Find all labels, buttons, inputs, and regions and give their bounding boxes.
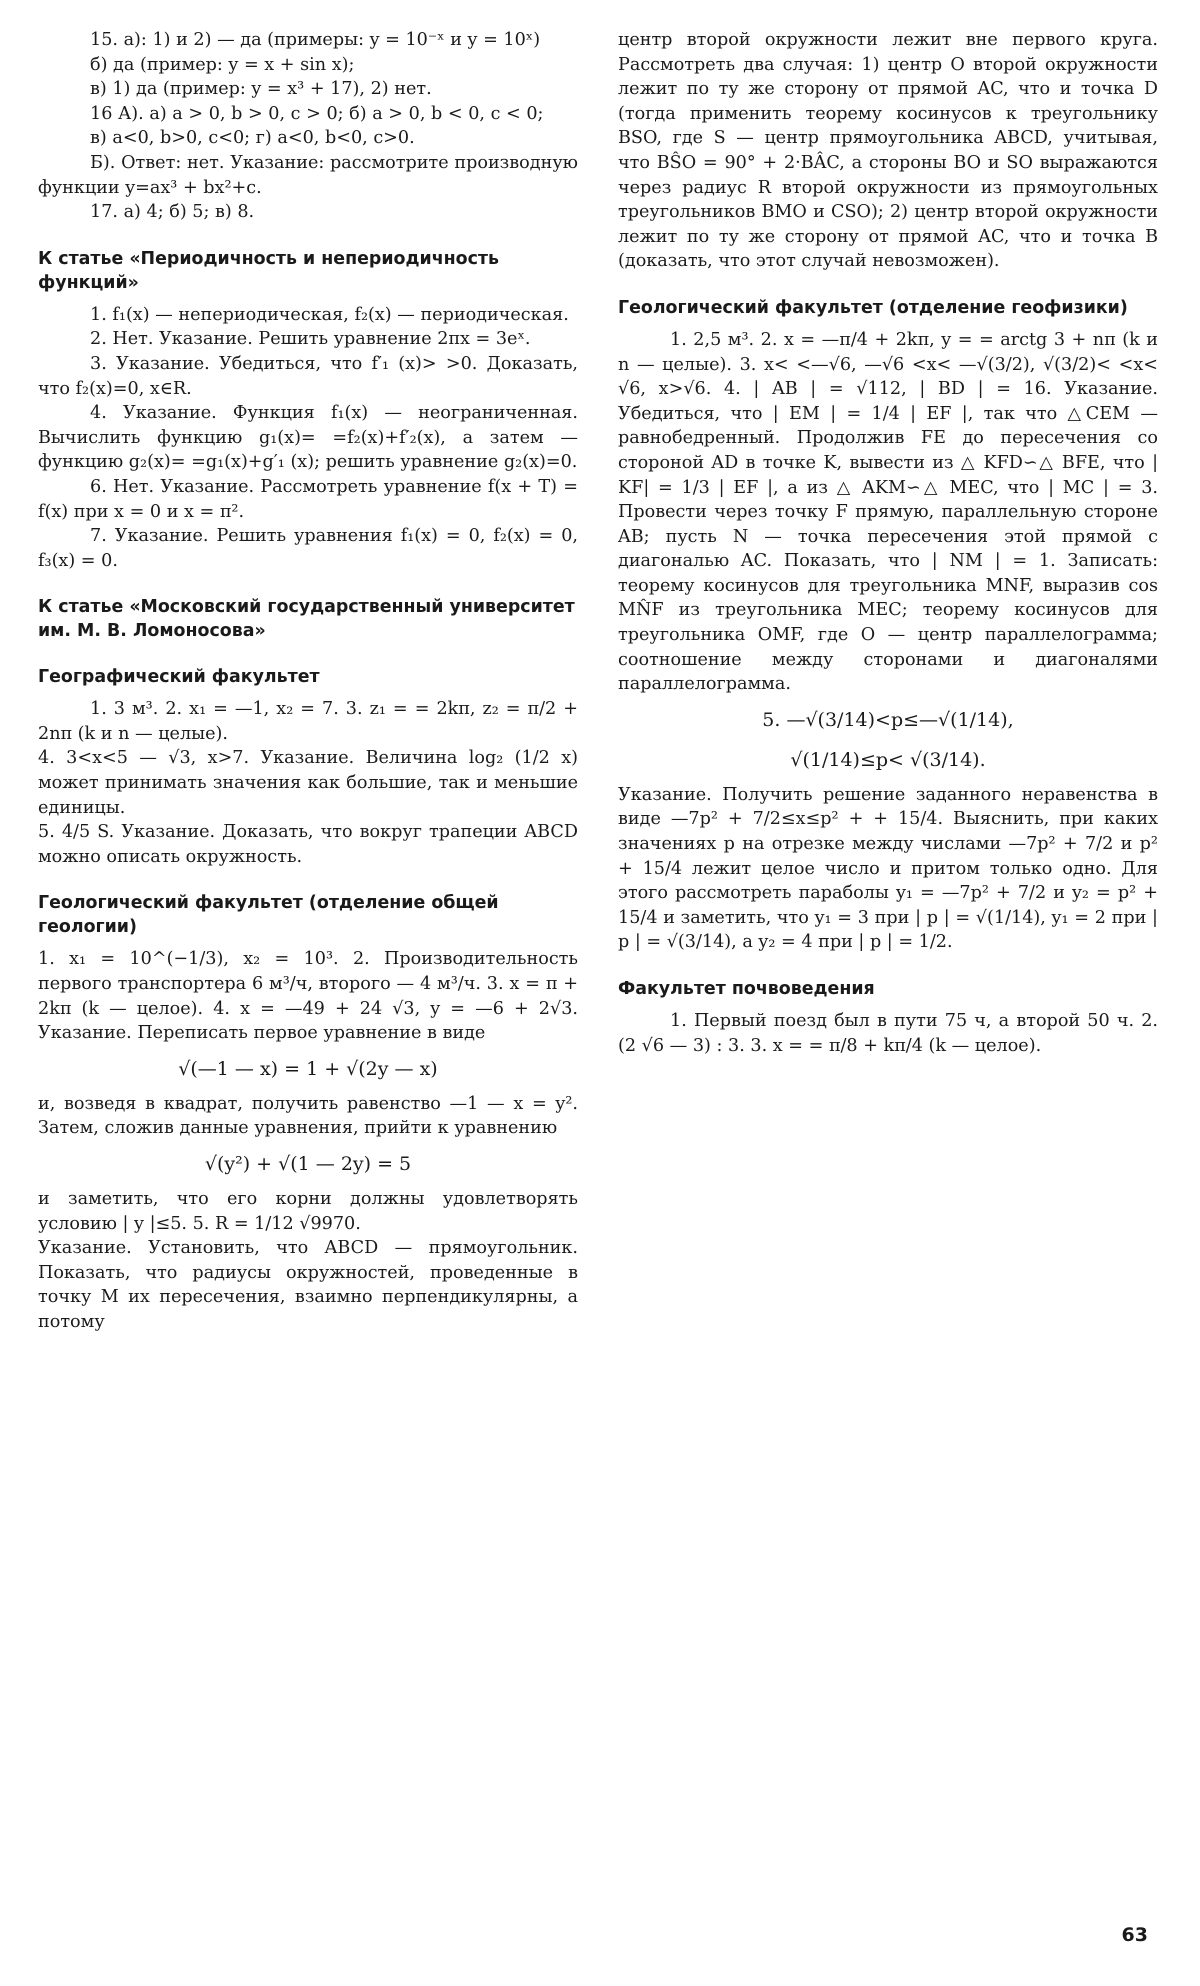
paragraph: 3. Указание. Убедиться, что f′₁ (x)> >0. Доказать, что f₂(x)=0, x∈R. — [38, 353, 578, 399]
paragraph: 17. а) 4; б) 5; в) 8. — [90, 202, 255, 223]
section-heading: Факультет почвоведения — [618, 979, 875, 999]
paragraph: и заметить, что его корни должны удовлетворять условию | y |≤5. 5. R = 1/12 √9970. — [38, 1189, 578, 1234]
paragraph: и, возведя в квадрат, получить равенство —1 — x = y². Затем, сложив данные уравнения, прийти к уравнению — [38, 1093, 578, 1139]
paragraph: 1. Первый поезд был в пути 75 ч, а второй 50 ч. 2. (2 √6 — 3) : 3. 3. x = = π/8 + kπ/4 (k — целое). — [618, 1011, 1158, 1056]
paragraph: Указание. Получить решение заданного неравенства в виде —7p² + 7/2≤x≤p² + + 15/4. Выяснить, при каких значениях p на отрезке между числами —7p² + 7/2 и p² + 15/4 лежит целое число и притом только одно. Для этого рассмотреть параболы y₁ = —7p² + 7/2 и y₂ = p² + 15/4 и заметить, что y₁ = 3 при | p | = √(1/14), y₁ = 2 при | p | = √(3/14), а y₂ = 4 при | p | = 1/2. — [618, 784, 1158, 953]
right-column — [618, 28, 1158, 1058]
paragraph: центр второй окружности лежит вне первого круга. Рассмотреть два случая: 1) центр O второй окружности лежит по ту же сторону от прямой AC, что и точка D (тогда применить теорему косинусов к треугольнику BSO, где S — центр прямоугольника ABCD, учитывая, что BŜO = 90° + 2·BÂC, а стороны BO и SO выражаются через радиус R второй окружности из прямоугольных треугольников BMO и CSO); 2) центр второй окружности лежит по ту же сторону от прямой AC, что и точка B (доказать, что этот случай невозможен). — [618, 30, 1158, 272]
paragraph: 16 А). а) a > 0, b > 0, c > 0; б) a > 0, b < 0, c < 0; — [90, 103, 544, 124]
paragraph: 1. 2,5 м³. 2. x = —π/4 + 2kπ, y = = arctg 3 + nπ (k и n — целые). 3. x< <—√6, —√6 <x< —√(3/2), √(3/2)< <x< √6, x>√6. 4. | AB | = √112, | BD | = 16. Указание. Убедиться, что | EM | = 1/4 | EF |, так что △CEM — равнобедренный. Продолжив FE до пересечения со стороной AD в точке K, вывести из △ KFD∽△ BFE, что | KF| = 1/3 | EF |, а из △ AKM∽△ MEC, что | MC | = 3. Провести через точку F прямую, параллельную стороне AB; пусть N — точка пересечения этой прямой с диагональю AC. Показать, что | NM | = 1. Записать: теорему косинусов для треугольника MNF, выразив cos MN̂F из треугольника MEC; теорему косинусов для треугольника OMF, где O — центр параллелограмма; соотношение между сторонами и диагоналями параллелограмма. — [618, 329, 1158, 695]
formula: 5. —√(3/14)<p≤—√(1/14), — [762, 708, 1014, 731]
paragraph: 1. x₁ = 10^(−1/3), x₂ = 10³. 2. Производительность первого транспортера 6 м³/ч, второго — 4 м³/ч. 3. x = π + 2kπ (k — целое). 4. x = —49 + 24 √3, y = —6 + 2√3. Указание. Переписать первое уравнение в виде — [38, 949, 578, 1044]
paragraph: 1. 3 м³. 2. x₁ = —1, x₂ = 7. 3. z₁ = = 2kπ, z₂ = π/2 + 2nπ (k и n — целые). — [38, 699, 578, 744]
paragraph: б) да (пример: y = x + sin x); — [90, 54, 355, 75]
section-heading: Геологический факультет (отделение геофизики) — [618, 297, 1128, 318]
paragraph: Указание. Установить, что ABCD — прямоугольник. Показать, что радиусы окружностей, проведенные в точку M их пересечения, взаимно перпендикулярны, а потому — [38, 1238, 578, 1332]
section-heading: Географический факультет — [38, 667, 320, 688]
section-heading: К статье «Московский государственный университет им. М. В. Ломоносова» — [38, 597, 575, 642]
paragraph: 5. 4/5 S. Указание. Доказать, что вокруг трапеции ABCD можно описать окружность. — [38, 822, 578, 867]
paragraph: 7. Указание. Решить уравнения f₁(x) = 0, f₂(x) = 0, f₃(x) = 0. — [38, 526, 578, 571]
paragraph: 15. а): 1) и 2) — да (примеры: y = 10⁻ˣ и y = 10ˣ) — [90, 30, 541, 50]
paragraph: в) 1) да (пример: y = x³ + 17), 2) нет. — [90, 79, 432, 100]
paragraph: 6. Нет. Указание. Рассмотреть уравнение f(x + T) = f(x) при x = 0 и x = π². — [38, 476, 578, 522]
paragraph: 4. Указание. Функция f₁(x) — неограниченная. Вычислить функцию g₁(x)= =f₂(x)+f′₂(x), а затем — функцию g₂(x)= =g₁(x)+g′₁ (x); решить уравнение g₂(x)=0. — [38, 403, 578, 473]
section-heading: К статье «Периодичность и непериодичность функций» — [38, 248, 500, 293]
formula: √(y²) + √(1 — 2y) = 5 — [204, 1153, 412, 1175]
section-heading: Геологический факультет (отделение общей геологии) — [38, 893, 499, 938]
paragraph: 4. 3<x<5 — √3, x>7. Указание. Величина log₂ (1/2 x) может принимать значения как большие, так и меньшие единицы. — [38, 748, 578, 818]
left-column — [38, 28, 578, 1335]
paragraph: Б). Ответ: нет. Указание: рассмотрите производную функции y=ax³ + bx²+c. — [38, 152, 578, 198]
formula: √(1/14)≤p< √(3/14). — [790, 748, 986, 771]
page-number: 63 — [1121, 1924, 1148, 1946]
paragraph: в) a<0, b>0, c<0; г) a<0, b<0, c>0. — [90, 128, 415, 149]
paragraph: 2. Нет. Указание. Решить уравнение 2πx = 3eˣ. — [90, 329, 531, 350]
paragraph: 1. f₁(x) — непериодическая, f₂(x) — периодическая. — [90, 304, 569, 325]
formula: √(—1 — x) = 1 + √(2y — x) — [178, 1057, 438, 1080]
